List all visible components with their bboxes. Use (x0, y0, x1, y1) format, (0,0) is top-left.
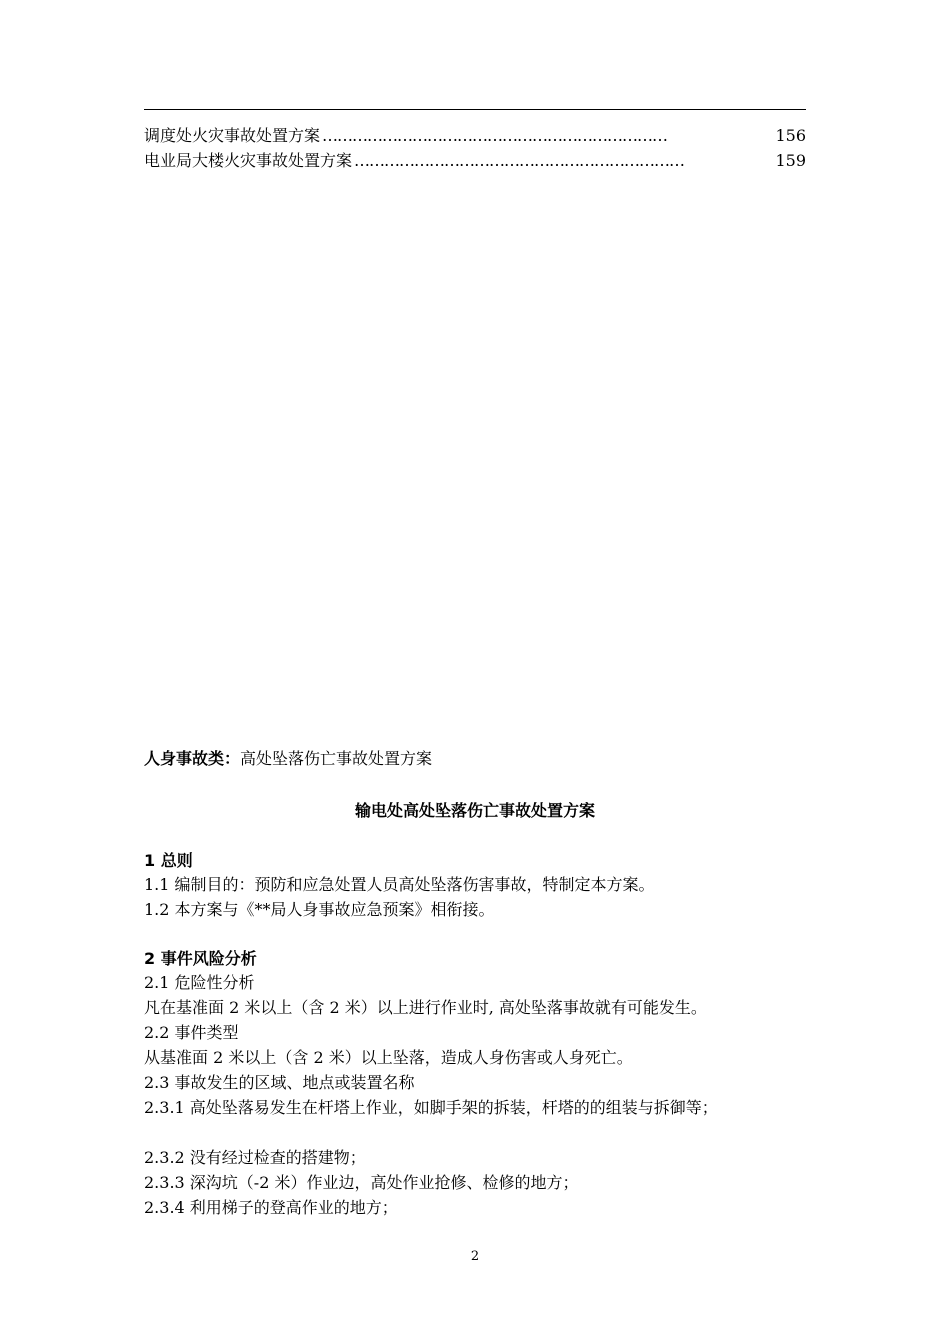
subsection-heading: 2.1 危险性分析 (144, 973, 255, 992)
header-rule (144, 109, 806, 110)
page-number: 2 (470, 1249, 480, 1264)
list-item: 2.3.2 没有经过检查的搭建物； (144, 1148, 366, 1167)
toc-page: 159 (775, 151, 806, 170)
subsection-heading: 2.3 事故发生的区域、地点或装置名称 (144, 1073, 415, 1092)
section-heading: 1 总则 (144, 851, 193, 870)
paragraph: 1.1 编制目的：预防和应急处置人员高处坠落伤害事故，特制定本方案。 (144, 875, 655, 894)
toc-title: 调度处火灾事故处置方案 (144, 126, 321, 145)
toc-page: 156 (775, 126, 806, 145)
paragraph: 1.2 本方案与《**局人身事故应急预案》相衔接。 (144, 900, 495, 919)
paragraph: 从基准面 2 米以上（含 2 米）以上坠落，造成人身伤害或人身死亡。 (144, 1048, 633, 1067)
list-item: 2.3.4 利用梯子的登高作业的地方； (144, 1198, 398, 1217)
toc-entry[interactable] (144, 149, 806, 173)
category-label: 人身事故类： (144, 749, 241, 768)
list-item: 2.3.3 深沟坑（-2 米）作业边，高处作业抢修、检修的地方； (144, 1173, 579, 1192)
paragraph: 凡在基准面 2 米以上（含 2 米）以上进行作业时, 高处坠落事故就有可能发生。 (144, 998, 707, 1017)
toc-leader: …………………………………………………………… (322, 126, 668, 145)
subsection-heading: 2.2 事件类型 (144, 1023, 239, 1042)
list-item: 2.3.1 高处坠落易发生在杆塔上作业，如脚手架的拆装，杆塔的的组装与拆御等； (144, 1098, 718, 1117)
toc-leader: ………………………………………………………… (354, 151, 685, 170)
category-text: 高处坠落伤亡事故处置方案 (240, 749, 433, 768)
section-heading: 2 事件风险分析 (144, 949, 257, 968)
document-title: 输电处高处坠落伤亡事故处置方案 (354, 801, 595, 820)
category-line (144, 747, 806, 771)
toc-entry[interactable] (144, 124, 806, 148)
toc-title: 电业局大楼火灾事故处置方案 (144, 151, 353, 170)
